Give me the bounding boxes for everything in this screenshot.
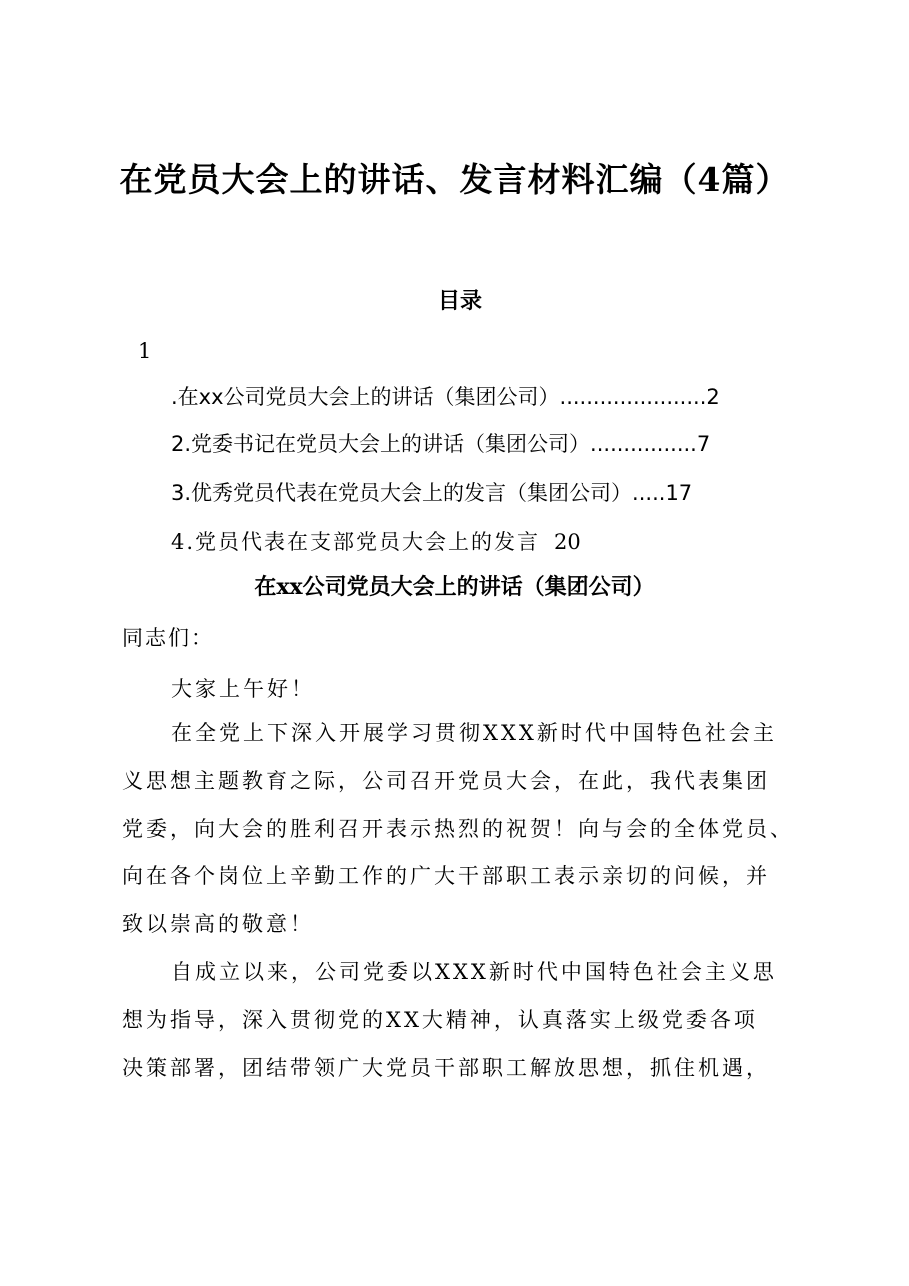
toc-item-label: 3.优秀党员代表在党员大会上的发言（集团公司） [171,481,633,505]
toc-item-page: 7 [696,432,711,456]
toc-stray-number: 1 [138,339,152,363]
toc-item[interactable] [171,430,710,458]
body-text-line: 想为指导，深入贯彻党的XX大精神，认真落实上级党委各项 [122,1008,758,1032]
salutation: 同志们： [122,626,214,650]
toc-item-leader: ...................... [559,385,707,409]
body-text-line: 义思想主题教育之际，公司召开党员大会，在此，我代表集团 [122,769,770,793]
document-title: 在党员大会上的讲话、发言材料汇编（4篇） [119,160,790,199]
toc-item-leader: ................ [590,432,697,456]
toc-item-leader: ..... [632,481,666,505]
body-text-line: 决策部署，团结带领广大党员干部职工解放思想，抓住机遇， [122,1056,770,1080]
toc-item[interactable] [171,479,692,507]
body-text-line: 致以崇高的敬意！ [122,912,314,936]
toc-item[interactable] [171,528,581,556]
toc-item-label: .在xx公司党员大会上的讲话（集团公司） [171,385,560,409]
body-text-line: 向在各个岗位上辛勤工作的广大干部职工表示亲切的问候，并 [122,864,770,888]
body-text-line: 大家上午好！ [171,677,315,701]
toc-item-label: 4.党员代表在支部党员大会上的发言 [171,530,541,554]
body-text-line: 自成立以来，公司党委以XXX新时代中国特色社会主义思 [171,960,777,984]
toc-item-page: 2 [706,385,720,409]
toc-item-label: 2.党委书记在党员大会上的讲话（集团公司） [171,432,591,456]
toc-heading: 目录 [437,288,482,314]
section-title: 在xx公司党员大会上的讲话（集团公司） [254,574,655,600]
body-text-line: 党委，向大会的胜利召开表示热烈的祝贺！向与会的全体党员、 [122,817,794,841]
body-text-line: 在全党上下深入开展学习贯彻XXX新时代中国特色社会主 [171,721,777,745]
toc-item[interactable] [171,383,720,411]
toc-item-page: 17 [665,481,693,505]
toc-item-page: 20 [554,530,581,554]
